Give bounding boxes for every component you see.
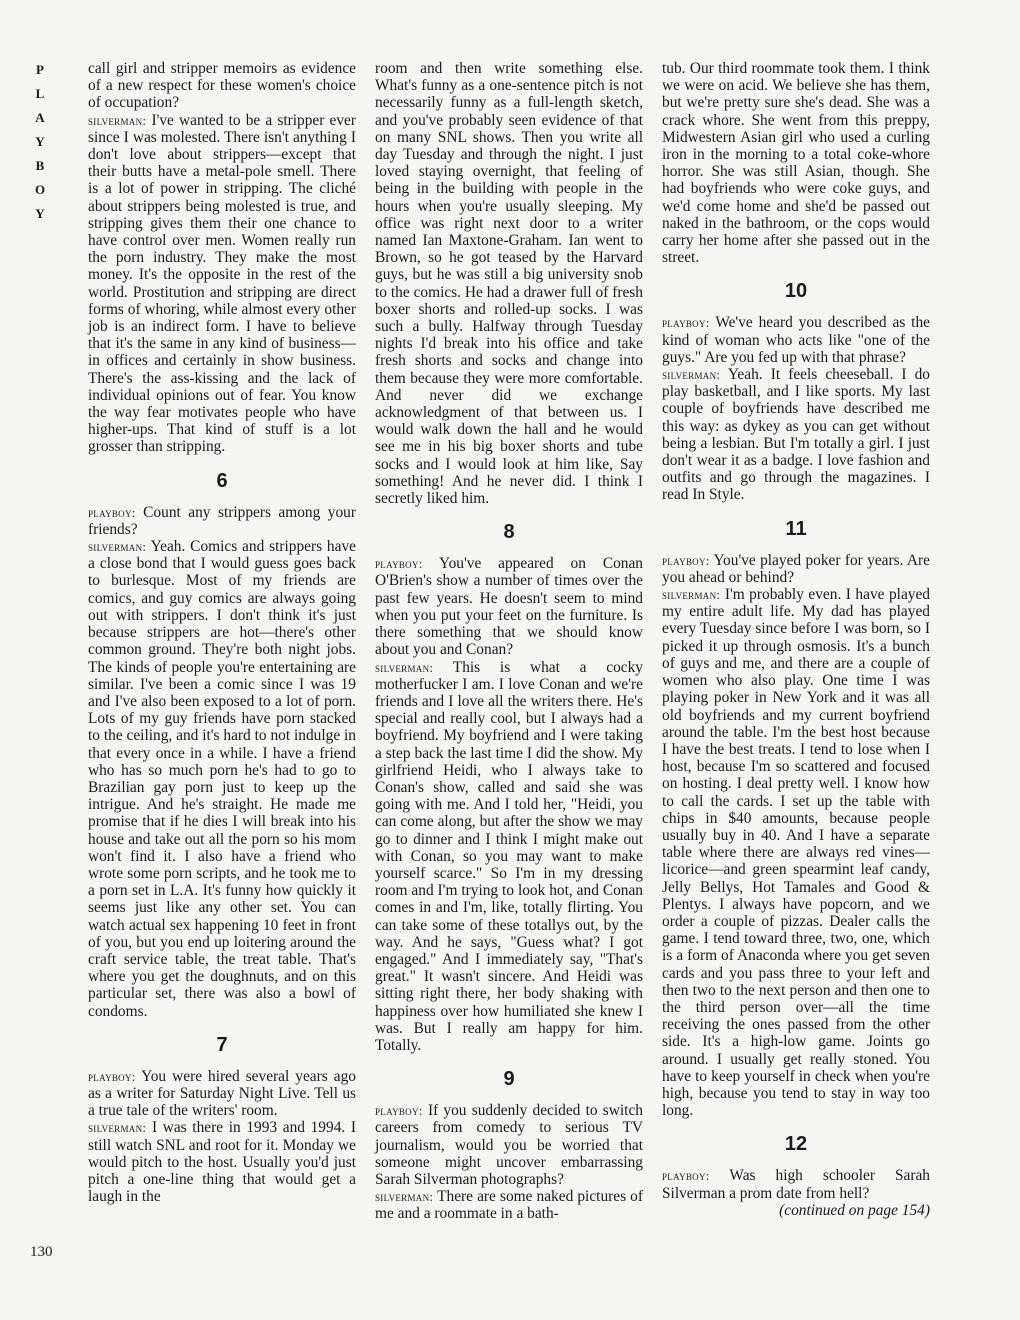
speaker-label: playboy:: [662, 1168, 710, 1184]
speaker-label: silverman:: [662, 587, 721, 603]
page-number: 130: [30, 1244, 53, 1260]
speaker-label: silverman:: [88, 112, 147, 128]
question: [88, 504, 356, 538]
answer: [662, 366, 930, 504]
paragraph: room and then write something else. What's funny as a one-sentence pitch is not necessarily funny as a full-length sketch, and you've probably seen evidence of that on many SNL shows. Then you write all day Tuesday and through the night. I just loved staying overnight, that feeling of being in the building with people in the hours when you're usually sleeping. My office was right next door to a writer named Ian Maxtone-Graham. Ian went to Brown, so he got teased by the Harvard guys, but he was still a big university snob to the comics. He had a drawer full of fresh boxer shorts and rolled-up socks. I was such a bully. Halfway through Tuesday nights I'd break into his office and take fresh shorts and socks and change into them because they were more comfortable. And never did we exchange acknowledgment of that between us. I would walk down the hall and he would see me in his big boxer shorts and tube socks and I would look at him like, Say something! And he never did. I think I secretly liked him.: [375, 60, 643, 508]
brand-letter: Y: [35, 134, 45, 149]
speaker-label: silverman:: [375, 1189, 434, 1205]
speaker-label: silverman:: [88, 539, 147, 555]
question: [88, 1068, 356, 1120]
answer-text: I was there in 1993 and 1994. I still watch SNL and root for it. Monday we would pitch to the host. Usually you'd just pitch a one-line thing that would get a laugh in the: [88, 1119, 356, 1206]
brand-letter: O: [34, 182, 46, 197]
speaker-label: playboy:: [88, 1068, 136, 1084]
section-number: 8: [503, 521, 515, 544]
section-number: 11: [785, 517, 807, 540]
speaker-label: playboy:: [375, 556, 423, 572]
column-3: [662, 60, 930, 1219]
speaker-label: silverman:: [375, 659, 434, 675]
column-1: [88, 60, 356, 1205]
question-text: You've played poker for years. Are you ahead or behind?: [662, 551, 930, 586]
question-text: If you suddenly decided to switch careers from comedy to serious TV journalism, would you be worried that someone might uncover embarrassing Sarah Silverman photographs?: [375, 1102, 643, 1188]
question: [662, 552, 930, 586]
question: [662, 314, 930, 366]
speaker-label: playboy:: [662, 552, 710, 568]
answer: [375, 1188, 643, 1222]
speaker-label: silverman:: [662, 367, 721, 383]
brand-vertical: [28, 58, 52, 226]
question-text: You were hired several years ago as a writer for Saturday Night Live. Tell us a true tale of the writers' room.: [88, 1067, 356, 1120]
answer: [662, 586, 930, 1119]
answer: [375, 659, 643, 1055]
answer-text: I'm probably even. I have played my entire adult life. My dad has played every Tuesday since before I was born, so I picked it up through osmosis. It's a bunch of guys and me, and there are a couple of women who also play. One time I was playing poker in New York and it was all old boyfriends and my current boyfriend around the table. I'm the best host because I have the best treats. I tend to lose when I host, because I'm so scattered and focused on hosting. I deal pretty well. I know how to call the cards. I set up the table with chips in $40 amounts, because people usually buy in 40. And I have a separate table where there are always red vines—licorice—and green spearmint leaf candy, Jelly Bellys, Hot Tamales and Good & Plentys. I always have popcorn, and we order a couple of pizzas. Dealer calls the game. I tend toward three, two, one, which is a form of Anaconda where you get seven cards and you pass three to your left and then two to the next person and then one to the third person over—all the time receiving the ones passed from the other side. It's a high-low game. Joints go around. I usually get really stoned. You have to keep yourself in check when you're high, because you tend to stay in way too long.: [662, 586, 931, 1120]
answer: [88, 538, 356, 1020]
section-number: 6: [216, 469, 228, 492]
answer-text: I've wanted to be a stripper ever since I was molested. There isn't anything I don't love about strippers—except that their butts have a metal-pole smell. There is a lot of power in stripping. The cliché about strippers being molested is true, and stripping gives them their one chance to have control over men. Women really run the porn industry. They make the most money. It's the opposite in the rest of the world. Prostitution and stripping are direct forms of whoring, while almost every other job is an indirect form. I have to believe that it's the same in any kind of business—in offices and certainly in show business. There's the ass-kissing and the lack of individual opinions out of fear. You know the way fear motivates people who have higher-ups. That kind of stuff is a lot grosser than stripping.: [88, 111, 357, 456]
answer: [88, 112, 356, 456]
column-2: [375, 60, 643, 1223]
question-text: We've heard you described as the kind of woman who acts like "one of the guys." Are you fed up with that phrase?: [662, 314, 930, 366]
answer: [88, 1119, 356, 1205]
question: [375, 1102, 643, 1188]
brand-letter: Y: [35, 206, 45, 221]
answer-text: This is what a cocky motherfucker I am. I love Conan and we're friends and I love all the writers there. He's special and really cool, but I always had a boyfriend. My boyfriend and I were taking a step back the last time I did the show. My girlfriend Heidi, who I always take to Conan's show, called and said she was going with me. And I told her, "Heidi, you can come along, but after the show we may go to dinner and I think I might make out with Conan, so you may want to make yourself scarce." So I'm in my dressing room and I'm trying to look hot, and Conan comes in and I'm, like, totally flirting. You can take some of these totallys out, by the way. And he says, "Guess what? I got engaged." And I immediately say, "That's great." It wasn't sincere. And Heidi was sitting right there, her body shaking with happiness over how humiliated she knew I was. But I really am happy for him. Totally.: [375, 658, 643, 1054]
speaker-label: playboy:: [662, 315, 710, 331]
continued-note: (continued on page 154): [779, 1201, 930, 1219]
answer-text: There are some naked pictures of me and a roommate in a bath-: [375, 1188, 643, 1223]
brand-letter: B: [35, 158, 45, 173]
answer-text: Yeah. Comics and strippers have a close bond that I would guess goes back to burlesque. Most of my friends are comics, and guy comics are always going out with strippers. I don't think it's just because strippers are hot—there's other common ground. They're both night jobs. The kinds of people you're entertaining are similar. I've been a comic since I was 19 and I've also been exposed to a lot of porn. Lots of my guy friends have porn stacked to the ceiling, and it's hard to not indulge in that every once in a while. I have a friend who has so much porn he's had to go to Brazilian gay porn just to keep up the intrigue. And he's straight. He made me promise that if he dies I will break into his house and take out all the porn so his mom won't find it. I also have a friend who wrote some porn scripts, and he took me to a porn set in L.A. It's funny how quickly it seems just like any other set. You can watch actual sex happening 10 feet in front of you, but you end up loitering around the craft service table, the treat table. That's where you get the doughnuts, and on this particular set, there was also a bowl of condoms.: [88, 538, 356, 1020]
section-number: 12: [784, 1133, 808, 1156]
paragraph: call girl and stripper memoirs as evidence of a new respect for these women's choice of occupation?: [88, 60, 356, 112]
question-text: Was high schooler Sarah Silverman a prom date from hell?: [662, 1167, 930, 1202]
speaker-label: silverman:: [88, 1120, 147, 1136]
speaker-label: playboy:: [88, 504, 136, 520]
section-number: 10: [784, 280, 808, 303]
answer-text: Yeah. It feels cheeseball. I do play basketball, and I like sports. My last couple of boyfriends have described me this way: as dykey as you can get without being a lesbian. But I'm totally a girl. I just don't wear it as a badge. I love fashion and outfits and go through the magazines. I read In Style.: [662, 366, 930, 504]
question-text: You've appeared on Conan O'Brien's show a number of times over the past few years. He doesn't seem to mind when you put your feet on the furniture. Is there something that we should know about you and Conan?: [375, 555, 644, 659]
brand-letter: P: [36, 62, 44, 77]
question-text: Count any strippers among your friends?: [88, 503, 356, 538]
section-number: 7: [216, 1033, 228, 1056]
brand-letter: A: [35, 110, 45, 125]
brand-letter: L: [35, 86, 45, 101]
question: [375, 555, 643, 658]
speaker-label: playboy:: [375, 1103, 423, 1119]
section-number: 9: [503, 1068, 515, 1091]
question: [662, 1167, 930, 1201]
paragraph: tub. Our third roommate took them. I think we were on acid. We believe she has them, but we're pretty sure she's dead. She was a crack whore. She went from this preppy, Midwestern Asian girl who used a curling iron in the morning to a total coke-whore horror. She was still Asian, though. She had boyfriends who were coke guys, and we'd come home and she'd be passed out naked in the bathroom, or the cops would carry her home after she passed out in the street.: [662, 60, 930, 267]
